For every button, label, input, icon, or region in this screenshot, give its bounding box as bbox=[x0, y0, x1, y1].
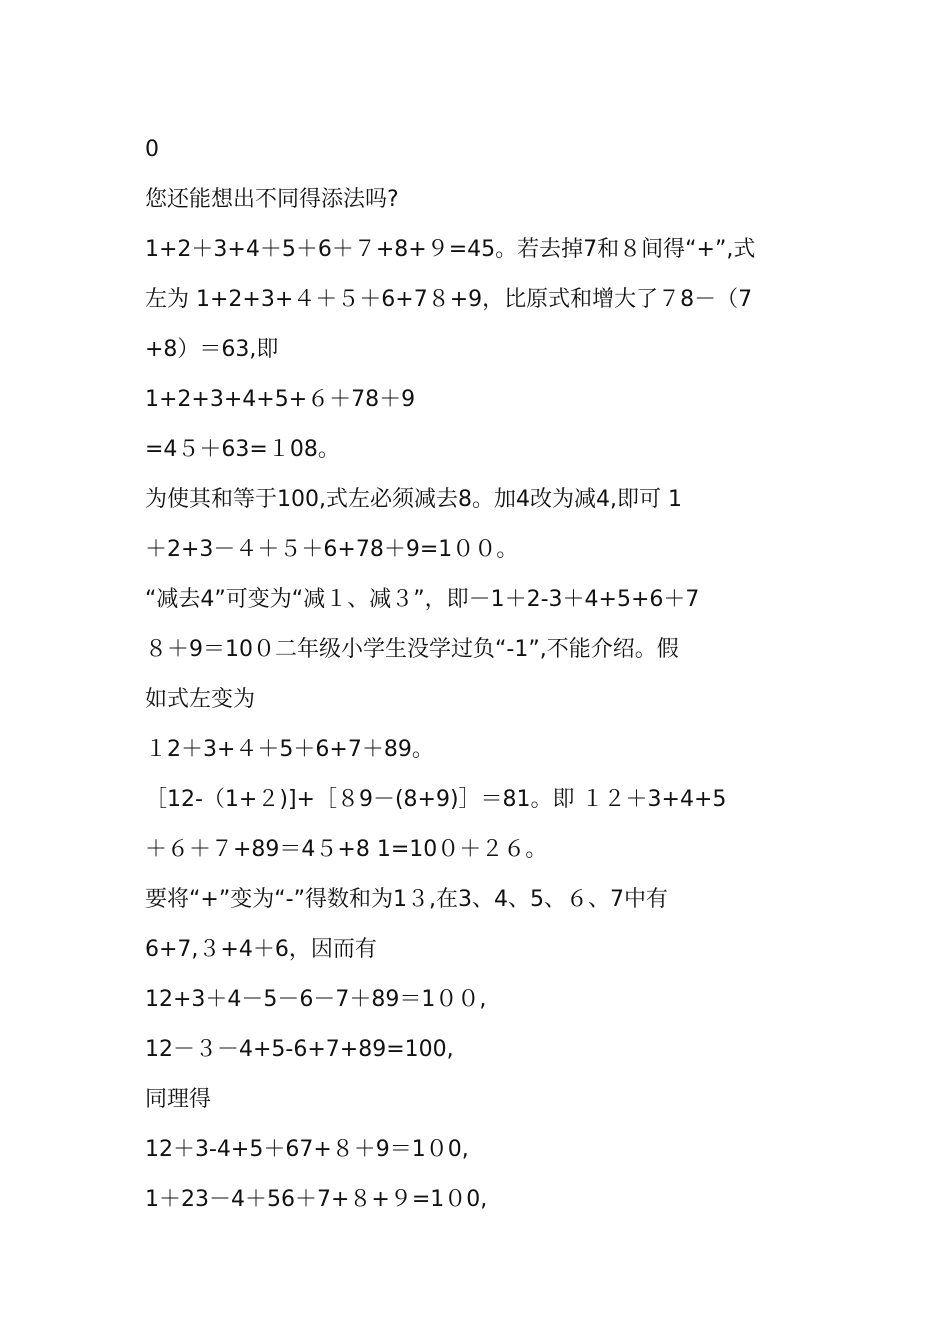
text-line: 如式左变为 bbox=[145, 687, 256, 712]
text-line: 12－３－4+5-6+7+89=100, bbox=[145, 1037, 454, 1062]
text-line: 6+7,３+4＋6，因而有 bbox=[145, 937, 377, 962]
text-line: 0 bbox=[145, 137, 159, 162]
text-line: 1＋23－4＋56＋7+８+９=1０0, bbox=[145, 1187, 488, 1212]
text-line: １2＋3+４＋5＋6+7＋89。 bbox=[145, 737, 434, 762]
text-line: ＋2+3－４＋５＋6+78＋9=1００。 bbox=[145, 537, 519, 562]
text-line: +8）＝63,即 bbox=[145, 337, 279, 362]
text-line: ［12-（1+２)]+［８9－(8+9)］＝81。即 １２＋3+4+5 bbox=[145, 787, 727, 812]
text-line: 左为 1+2+3+４＋５＋6+7８+9，比原式和增大了７8－（7 bbox=[145, 287, 753, 312]
text-line: 您还能想出不同得添法吗? bbox=[145, 187, 399, 212]
text-line: ８＋9＝10０二年级小学生没学过负“-1”,不能介绍。假 bbox=[145, 637, 679, 662]
text-line: 要将“+”变为“-”得数和为1３,在3、4、5、６、7中有 bbox=[145, 887, 668, 912]
text-line: “减去4”可变为“减１、减３”，即－1＋2-3＋4+5+6＋7 bbox=[145, 587, 700, 612]
text-line: 为使其和等于100,式左必须减去8。加4改为减4,即可 1 bbox=[145, 487, 682, 512]
text-line: 12＋3-4+5＋67+８＋9＝1０0, bbox=[145, 1137, 469, 1162]
text-line: 同理得 bbox=[145, 1087, 212, 1112]
text-line: 12+3＋4－5－6－7＋89＝1００, bbox=[145, 987, 487, 1012]
text-line: =4５＋63=１08。 bbox=[145, 437, 340, 462]
document-body bbox=[145, 125, 845, 1225]
text-line: 1+2+3+4+5+６＋78＋9 bbox=[145, 387, 416, 412]
text-line: 1+2＋3+4＋5＋6＋７+8+９=45。若去掉7和８间得“+”,式 bbox=[145, 237, 756, 262]
text-line: ＋６＋７+89＝4５+8 1=10０＋２６。 bbox=[145, 837, 548, 862]
